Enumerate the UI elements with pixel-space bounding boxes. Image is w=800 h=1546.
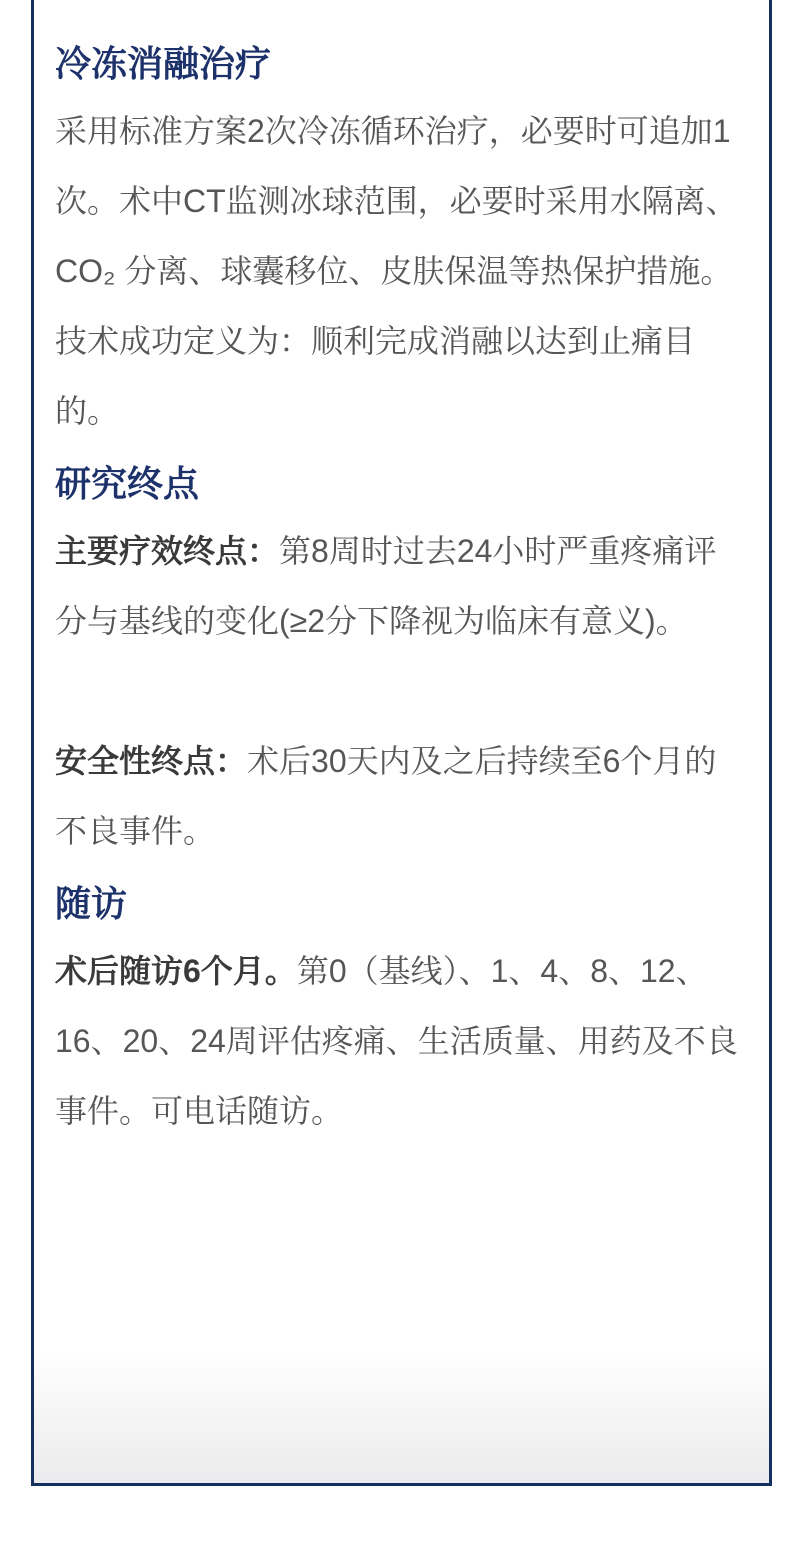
paragraph-text: 第8周时过去24小时严重疼痛评分与基线的变化(≥2分下降视为临床有意义)。 (55, 533, 717, 639)
section-cryoablation (55, 42, 743, 446)
paragraph-text: 第0（基线）、1、4、8、12、16、20、24周评估疼痛、生活质量、用药及不良事件。可电话随访。 (55, 953, 738, 1129)
paragraph (55, 726, 743, 866)
paragraph-text: 采用标准方案2次冷冻循环治疗，必要时可追加1次。术中CT监测冰球范围，必要时采用水隔离、CO₂ 分离、球囊移位、皮肤保温等热保护措施。技术成功定义为：顺利完成消融以达到止痛目的。 (55, 113, 738, 429)
content-card (31, 0, 772, 1486)
paragraph (55, 516, 743, 656)
section-endpoints (55, 462, 743, 866)
paragraph-lead: 术后随访6个月。 (55, 953, 297, 989)
section-followup (55, 882, 743, 1146)
paragraph-lead: 主要疗效终点： (55, 533, 280, 569)
paragraph (55, 96, 743, 446)
paragraph (55, 936, 743, 1146)
paragraph-lead: 安全性终点： (55, 743, 248, 779)
paragraph-text: 术后30天内及之后持续至6个月的不良事件。 (55, 743, 717, 849)
section-heading: 冷冻消融治疗 (55, 43, 272, 84)
section-heading: 研究终点 (55, 463, 200, 504)
section-heading: 随访 (55, 883, 128, 924)
